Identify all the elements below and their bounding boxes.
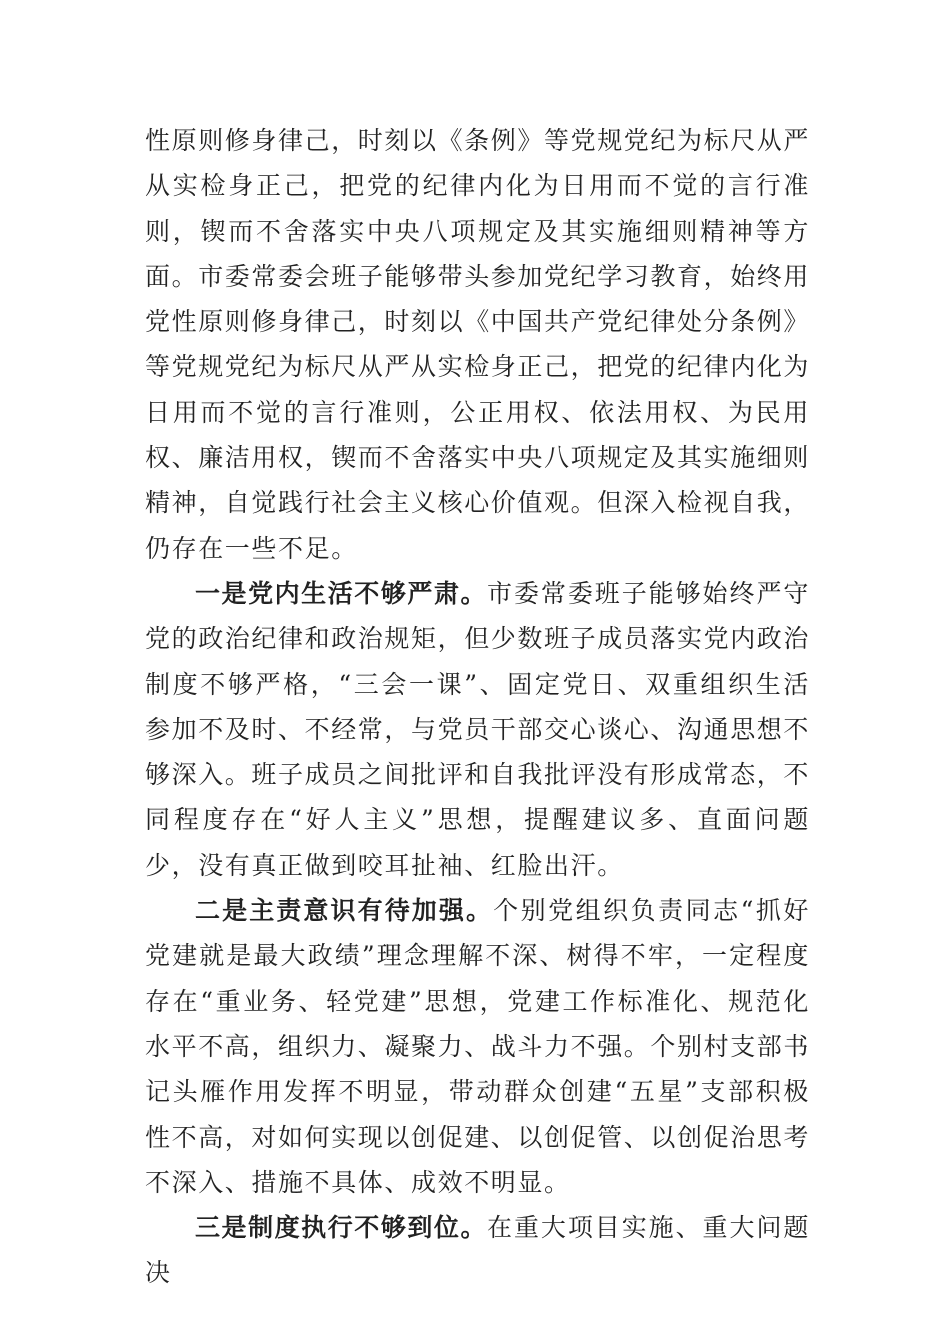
paragraph-text: 个别党组织负责同志“抓好党建就是最大政绩”理念理解不深、树得不牢，一定程度存在“重业务、轻党建”思想，党建工作标准化、规范化水平不高，组织力、凝聚力、战斗力不强。个别村支部书记头雁作用发挥不明显，带动群众创建“五星”支部积极性不高，对如何实现以创促建、以创促管、以创促治思考不深入、措施不具体、成效不明显。 (145, 896, 811, 1197)
paragraph-text: 市委常委班子能够始终严守党的政治纪律和政治规矩，但少数班子成员落实党内政治制度不够严格，“三会一课”、固定党日、双重组织生活参加不及时、不经常，与党员干部交心谈心、沟通思想不够深入。班子成员之间批评和自我批评没有形成常态，不同程度存在“好人主义”思想，提醒建议多、直面问题少，没有真正做到咬耳扯袖、红脸出汗。 (145, 578, 811, 880)
paragraph-text: 性原则修身律己，时刻以《条例》等党规党纪为标尺从严从实检身正己，把党的纪律内化为日用而不觉的言行准则，锲而不舍落实中央八项规定及其实施细则精神等方面。市委常委会班子能够带头参加党纪学习教育，始终用党性原则修身律己，时刻以《中国共产党纪律处分条例》等党规党纪为标尺从严从实检身正己，把党的纪律内化为日用而不觉的言行准则，公正用权、依法用权、为民用权、廉洁用权，锲而不舍落实中央八项规定及其实施细则精神，自觉践行社会主义核心价值观。但深入检视自我，仍存在一些不足。 (145, 126, 811, 563)
paragraph-text: 在重大项目实施、重大问题决 (145, 1213, 810, 1288)
paragraph-heading: 三是制度执行不够到位。 (195, 1213, 487, 1243)
paragraph-point-three (145, 1205, 810, 1296)
paragraph-heading: 二是主责意识有待加强。 (195, 896, 494, 926)
paragraph-point-two (145, 888, 810, 1205)
paragraph-continuation (145, 118, 810, 571)
document-body (145, 118, 810, 1296)
paragraph-point-one (145, 571, 810, 888)
paragraph-heading: 一是党内生活不够严肃。 (195, 578, 487, 608)
